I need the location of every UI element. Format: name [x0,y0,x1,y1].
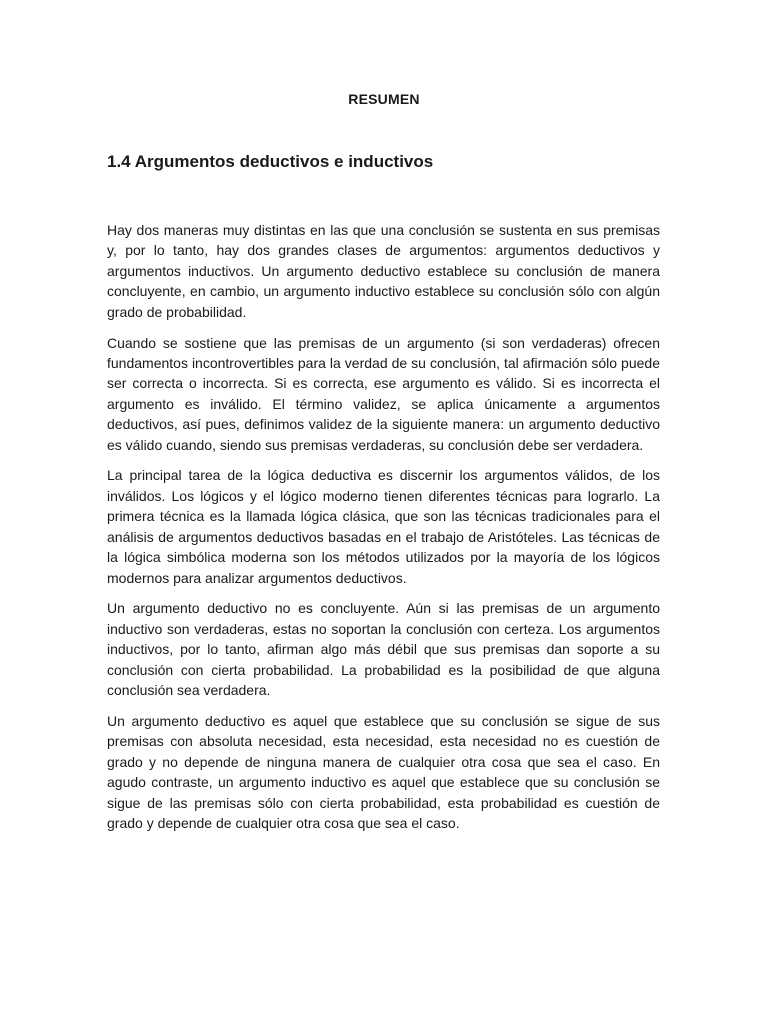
paragraph-4: Un argumento deductivo no es concluyente. Aún si las premisas de un argumento inductivo son verdaderas, estas no soportan la conclusión con certeza. Los argumentos inductivos, por lo tanto, afirman algo más débil que sus premisas dan soporte a su conclusión con cierta probabilidad. La probabilidad es la posibilidad de que alguna conclusión sea verdadera. [107,600,660,699]
body-text [107,220,660,844]
paragraph-2: Cuando se sostiene que las premisas de un argumento (si son verdaderas) ofrecen fundamentos incontrovertibles para la verdad de su conclusión, tal afirmación sólo puede ser correcta o incorrecta. Si es correcta, ese argumento es válido. Si es incorrecta el argumento es inválido. El término validez, se aplica únicamente a argumentos deductivos, así pues, definimos validez de la siguiente manera: un argumento deductivo es válido cuando, siendo sus premisas verdaderas, su conclusión debe ser verdadera. [107,334,660,453]
paragraph-5: Un argumento deductivo es aquel que establece que su conclusión se sigue de sus premisas con absoluta necesidad, esta necesidad, esta necesidad no es cuestión de grado y no depende de ninguna manera de cualquier otra cosa que sea el caso. En agudo contraste, un argumento inductivo es aquel que establece que su conclusión se sigue de las premisas sólo con cierta probabilidad, esta probabilidad es cuestión de grado y depende de cualquier otra cosa que sea el caso. [107,712,660,831]
paragraph-3: La principal tarea de la lógica deductiva es discernir los argumentos válidos, de los inválidos. Los lógicos y el lógico moderno tienen diferentes técnicas para lograrlo. La primera técnica es la llamada lógica clásica, que son las técnicas tradicionales para el análisis de argumentos deductivos basadas en el trabajo de Aristóteles. Las técnicas de la lógica simbólica moderna son los métodos utilizados por la mayoría de los lógicos modernos para analizar argumentos deductivos. [107,467,660,586]
document-title: RESUMEN [348,91,420,107]
paragraph-1: Hay dos maneras muy distintas en las que una conclusión se sustenta en sus premisas y, por lo tanto, hay dos grandes clases de argumentos: argumentos deductivos y argumentos inductivos. Un argumento deductivo establece su conclusión de manera concluyente, en cambio, un argumento inductivo establece su conclusión sólo con algún grado de probabilidad. [107,222,660,320]
section-heading: 1.4 Argumentos deductivos e inductivos [107,152,434,171]
